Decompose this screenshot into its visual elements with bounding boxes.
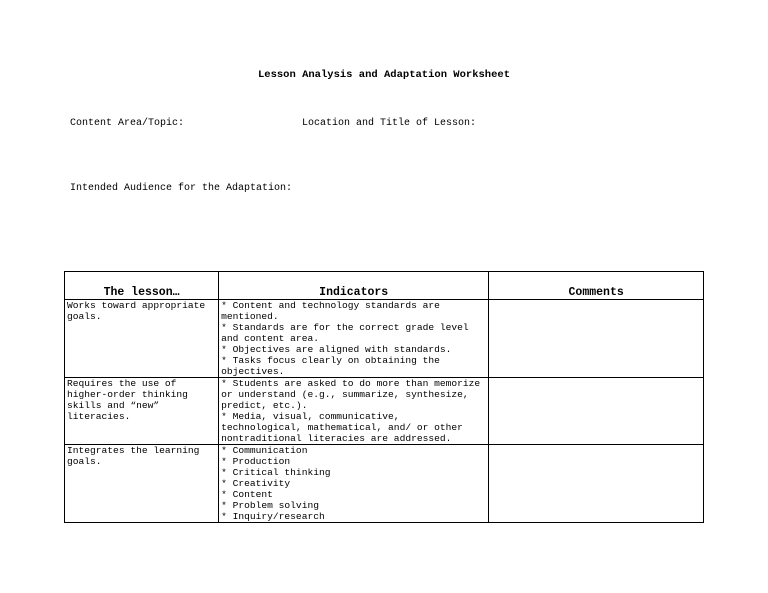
indicators-cell [219,378,489,445]
lesson-line: Works toward appropriate [67,300,206,311]
indicator-line: mentioned. [221,311,279,322]
table-row [65,378,704,445]
indicator-line: * Objectives are aligned with standards. [221,344,452,355]
indicator-line: technological, mathematical, and/ or other [221,422,463,433]
indicator-line: * Production [221,456,291,467]
header-comments: Comments [489,272,704,300]
lesson-cell [65,445,219,523]
indicator-line: objectives. [221,366,285,377]
indicator-line: * Standards are for the correct grade level [221,322,469,333]
lesson-line: literacies. [67,411,131,422]
location-title-label: Location and Title of Lesson: [302,118,477,129]
comments-cell[interactable] [489,300,704,378]
document-title: Lesson Analysis and Adaptation Worksheet [257,69,511,81]
lesson-line: goals. [67,311,102,322]
lesson-cell [65,300,219,378]
comments-cell[interactable] [489,445,704,523]
header-lesson: The lesson… [65,272,219,300]
lesson-line: goals. [67,456,102,467]
lesson-cell [65,378,219,445]
lesson-line: Integrates the learning [67,445,200,456]
lesson-line: higher-order thinking [67,389,188,400]
intended-audience-label: Intended Audience for the Adaptation: [70,183,293,194]
indicator-line: * Content [221,489,273,500]
indicator-line: predict, etc.). [221,400,308,411]
indicator-line: and content area. [221,333,319,344]
table-header-row [65,272,704,300]
content-area-label: Content Area/Topic: [70,118,185,129]
lesson-analysis-table [64,271,704,523]
indicators-cell [219,300,489,378]
table-row [65,445,704,523]
indicator-line: or understand (e.g., summarize, synthesize, [221,389,469,400]
indicator-line: * Students are asked to do more than memorize [221,378,481,389]
lesson-line: skills and “new” [67,400,160,411]
indicator-line: * Creativity [221,478,291,489]
indicator-line: * Content and technology standards are [221,300,440,311]
indicator-line: nontraditional literacies are addressed. [221,433,452,444]
table-row [65,300,704,378]
indicator-line: * Tasks focus clearly on obtaining the [221,355,440,366]
header-indicators: Indicators [219,272,489,300]
lesson-line: Requires the use of [67,378,177,389]
indicator-line: * Communication [221,445,308,456]
comments-cell[interactable] [489,378,704,445]
indicator-line: * Problem solving [221,500,319,511]
indicator-line: * Critical thinking [221,467,331,478]
indicator-line: * Inquiry/research [221,511,325,522]
indicators-cell [219,445,489,523]
indicator-line: * Media, visual, communicative, [221,411,400,422]
